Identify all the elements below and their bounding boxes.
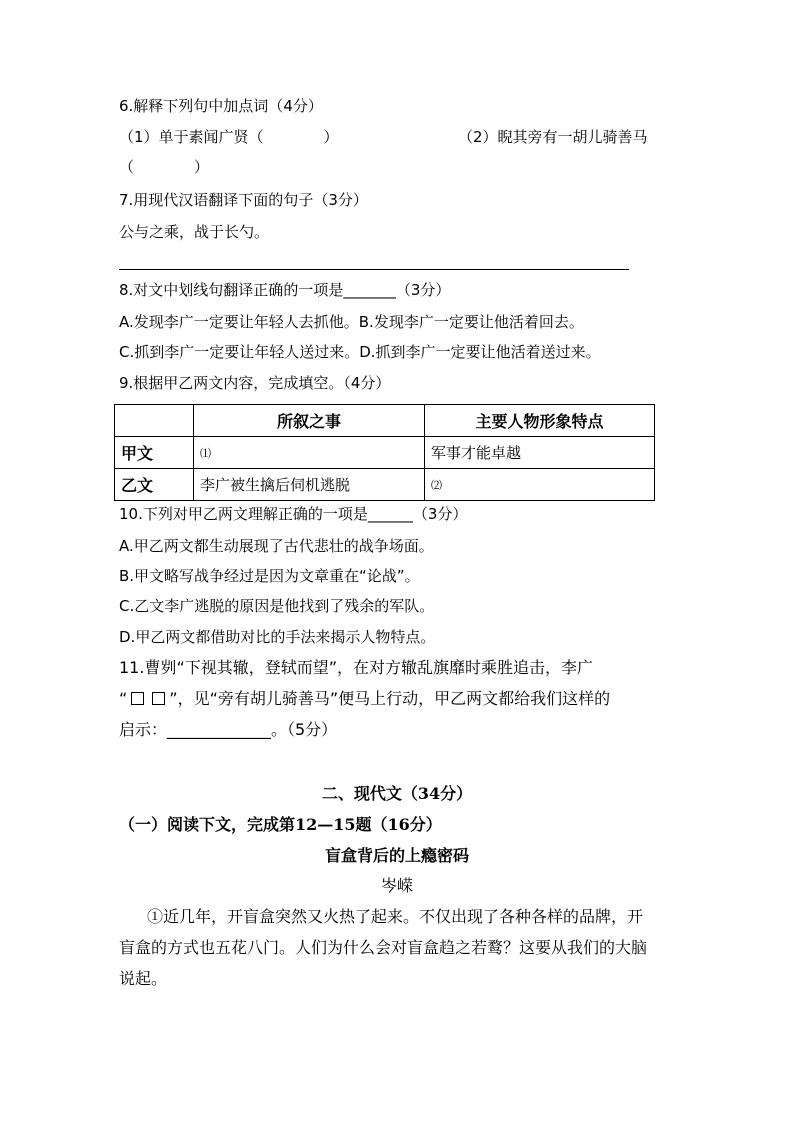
q7-sentence: 公与之乘，战于长勺。: [119, 223, 270, 241]
q7-title: 7.用现代汉语翻译下面的句子（3分）: [119, 191, 368, 209]
row-label: 甲文: [115, 437, 194, 469]
article-title: 盲盒背后的上瘾密码: [324, 846, 469, 865]
table-row: [115, 437, 655, 469]
table-header-row: [115, 405, 655, 437]
paragraph-line: 盲盒的方式也五花八门。人们为什么会对盲盒趋之若鹜？这要从我们的大脑: [119, 938, 648, 957]
q10-title: 10.下列对甲乙两文理解正确的一项是______（3分）: [119, 505, 468, 523]
q10-option-c: C.乙文李广逃脱的原因是他找到了残余的军队。: [119, 597, 435, 615]
q6-item2-blank: （ ）: [119, 158, 210, 176]
q6-item2: （2）睨其旁有一胡儿骑善马: [458, 128, 648, 146]
q10-option-d: D.甲乙两文都借助对比的手法来揭示人物特点。: [119, 628, 436, 646]
blank-box: [152, 692, 165, 705]
q11-line1: 11.曹刿“下视其辙，登轼而望”，在对方辙乱旗靡时乘胜追击，李广: [119, 658, 594, 677]
q8-title: 8.对文中划线句翻译正确的一项是_______（3分）: [119, 281, 451, 299]
trait-cell: ⑵: [425, 469, 655, 501]
trait-cell: 军事才能卓越: [425, 437, 655, 469]
row-label: 乙文: [115, 469, 194, 501]
q9-table: [114, 404, 655, 501]
section-subheading: （一）阅读下文，完成第12—15题（16分）: [119, 815, 442, 834]
q11-quote-open: “: [119, 689, 128, 708]
q6-item1: （1）单于素闻广贤（ ）: [119, 128, 339, 146]
q11-line2-text: ”，见“旁有胡儿骑善马”便马上行动，甲乙两文都给我们这样的: [169, 689, 611, 708]
header-cell: 主要人物形象特点: [425, 405, 655, 437]
paragraph-line: 说起。: [119, 969, 168, 988]
article-author: 岑嵘: [380, 876, 413, 895]
blank-box: [131, 692, 144, 705]
q8-options-ab: A.发现李广一定要让年轻人去抓他。B.发现李广一定要让他活着回去。: [119, 313, 584, 331]
q9-title: 9.根据甲乙两文内容，完成填空。（4分）: [119, 374, 391, 392]
answer-line: [119, 269, 629, 270]
section-heading: 二、现代文（34分）: [321, 784, 473, 803]
header-cell: 所叙之事: [194, 405, 425, 437]
q11-line2: [119, 689, 610, 709]
header-cell: [115, 405, 194, 437]
q10-option-a: A.甲乙两文都生动展现了古代悲壮的战争场面。: [119, 537, 434, 555]
table-row: [115, 469, 655, 501]
q6-title: 6.解释下列句中加点词（4分）: [119, 97, 323, 115]
q10-option-b: B.甲文略写战争经过是因为文章重在“论战”。: [119, 567, 420, 585]
q11-line3: 启示：_____________。（5分）: [119, 720, 338, 739]
event-cell: 李广被生擒后伺机逃脱: [194, 469, 425, 501]
event-cell: ⑴: [194, 437, 425, 469]
q8-options-cd: C.抓到李广一定要让年轻人送过来。D.抓到李广一定要让他活着送过来。: [119, 343, 601, 361]
paragraph-line: ①近几年，开盲盒突然又火热了起来。不仅出现了各种各样的品牌，开: [147, 907, 644, 926]
